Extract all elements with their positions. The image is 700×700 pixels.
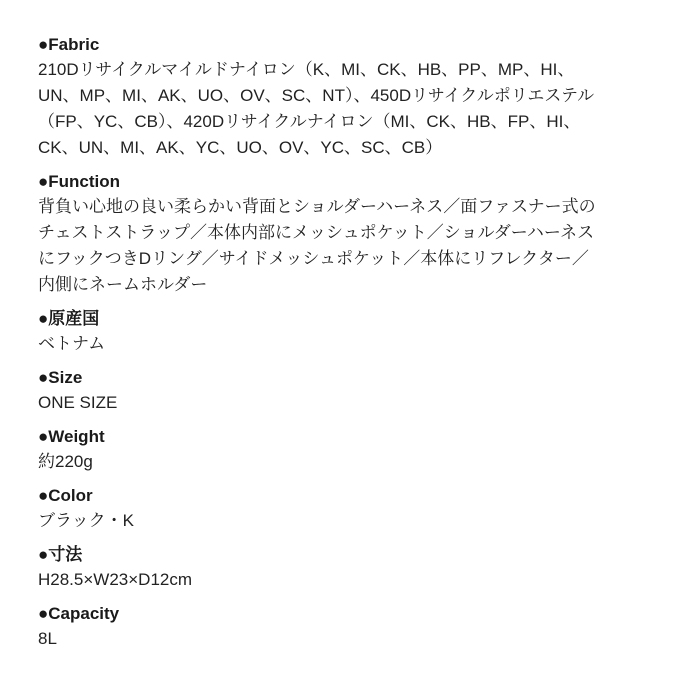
size-value: ONE SIZE <box>38 393 118 412</box>
function-line-2: チェストストラップ／本体内部にメッシュポケット／ショルダーハーネス <box>38 223 595 242</box>
function-line-4: 内側にネームホルダー <box>38 275 208 294</box>
size-section <box>38 366 668 416</box>
spec-sheet <box>38 33 668 661</box>
function-section <box>38 170 668 298</box>
fabric-line-3: （FP、YC、CB）、420Dリサイクルナイロン（MI、CK、HB、FP、HI、 <box>38 112 581 131</box>
capacity-heading: ●Capacity <box>38 604 120 623</box>
dimensions-value: H28.5×W23×D12cm <box>38 570 193 589</box>
fabric-line-1: 210Dリサイクルマイルドナイロン（K、MI、CK、HB、PP、MP、HI、 <box>38 60 575 79</box>
origin-section <box>38 307 668 357</box>
fabric-heading: ●Fabric <box>38 35 100 54</box>
capacity-section <box>38 602 668 652</box>
color-section <box>38 484 668 534</box>
weight-value: 約220g <box>38 452 93 471</box>
origin-value: ベトナム <box>38 334 106 353</box>
dimensions-heading: ●寸法 <box>38 545 83 564</box>
function-heading: ●Function <box>38 172 121 191</box>
weight-heading: ●Weight <box>38 427 105 446</box>
dimensions-section <box>38 543 668 593</box>
size-heading: ●Size <box>38 368 83 387</box>
fabric-line-4: CK、UN、MI、AK、YC、UO、OV、YC、SC、CB） <box>38 138 443 157</box>
function-line-1: 背負い心地の良い柔らかい背面とショルダーハーネス／面ファスナー式の <box>38 197 596 216</box>
weight-section <box>38 425 668 475</box>
function-line-3: にフックつきDリング／サイドメッシュポケット／本体にリフレクター／ <box>38 249 589 268</box>
origin-heading: ●原産国 <box>38 309 100 328</box>
color-heading: ●Color <box>38 486 93 505</box>
fabric-section <box>38 33 668 161</box>
fabric-line-2: UN、MP、MI、AK、UO、OV、SC、NT）、450Dリサイクルポリエステル <box>38 86 595 105</box>
capacity-value: 8L <box>38 629 57 648</box>
color-value: ブラック・K <box>38 511 134 530</box>
